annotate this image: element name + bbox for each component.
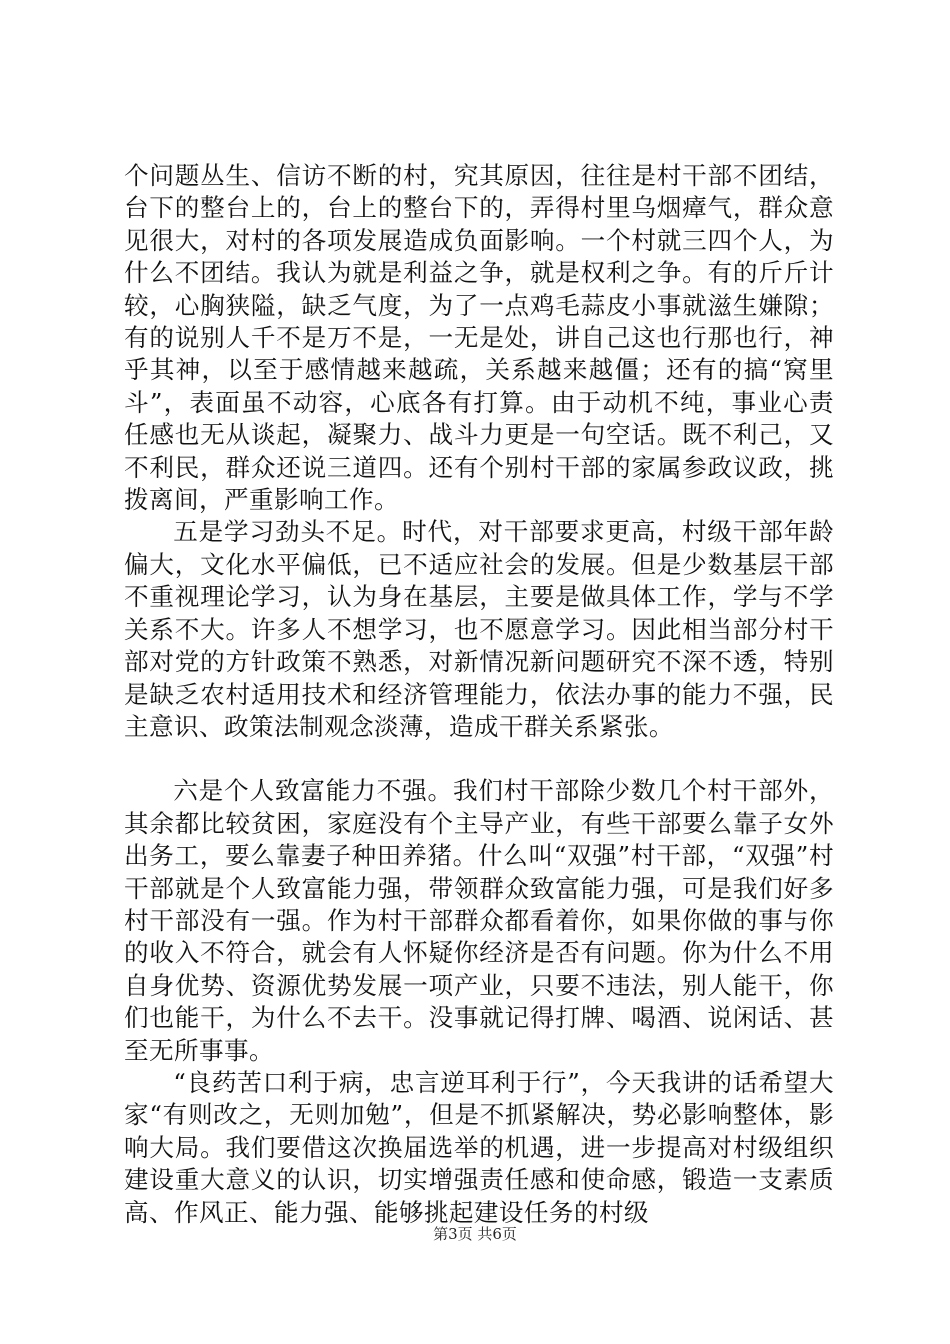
paragraph-six-wealth: 六是个人致富能力不强。我们村干部除少数几个村干部外，其余都比较贫困，家庭没有个主导产业，有些干部要么靠子女外出务工，要么靠妻子种田养猪。什么叫“双强”村干部，“双强”村干部就是个人致富能力强，带领群众致富能力强，可是我们好多村干部没有一强。作为村干部群众都看着你，如果你做的事与你的收入不符合，就会有人怀疑你经济是否有问题。你为什么不用自身优势、资源优势发展一项产业，只要不违法，别人能干，你们也能干，为什么不去干。没事就记得打牌、喝酒、说闲话、甚至无所事事。 [124,776,834,1065]
document-body [124,160,834,1229]
page-footer: 第3页 共6页 [433,1225,517,1243]
paragraph-five-learning: 五是学习劲头不足。时代，对干部要求更高，村级干部年龄偏大，文化水平偏低，已不适应社会的发展。但是少数基层干部不重视理论学习，认为身在基层，主要是做具体工作，学与不学关系不大。许多人不想学习，也不愿意学习。因此相当部分村干部对党的方针政策不熟悉，对新情况新问题研究不深不透，特别是缺乏农村适用技术和经济管理能力，依法办事的能力不强，民主意识、政策法制观念淡薄，造成干群关系紧张。 [124,517,834,741]
paragraph-continuation: 个问题丛生、信访不断的村，究其原因，往往是村干部不团结，台下的整台上的，台上的整台下的，弄得村里乌烟瘴气，群众意见很大，对村的各项发展造成负面影响。一个村就三四个人，为什么不团结。我认为就是利益之争，就是权利之争。有的斤斤计较，心胸狭隘，缺乏气度，为了一点鸡毛蒜皮小事就滋生嫌隙；有的说别人千不是万不是，一无是处，讲自己这也行那也行，神乎其神，以至于感情越来越疏，关系越来越僵；还有的搞“窝里斗”，表面虽不动容，心底各有打算。由于动机不纯，事业心责任感也无从谈起，凝聚力、战斗力更是一句空话。既不利己，又不利民，群众还说三道四。还有个别村干部的家属参政议政，挑拨离间，严重影响工作。 [124,161,834,515]
paragraph-proverb: “良药苦口利于病，忠言逆耳利于行”，今天我讲的话希望大家“有则改之，无则加勉”，但是不抓紧解决，势必影响整体，影响大局。我们要借这次换届选举的机遇，进一步提高对村级组织建设重大意义的认识，切实增强责任感和使命感，锻造一支素质高、作风正、能力强、能够挑起建设任务的村级 [124,1067,834,1227]
